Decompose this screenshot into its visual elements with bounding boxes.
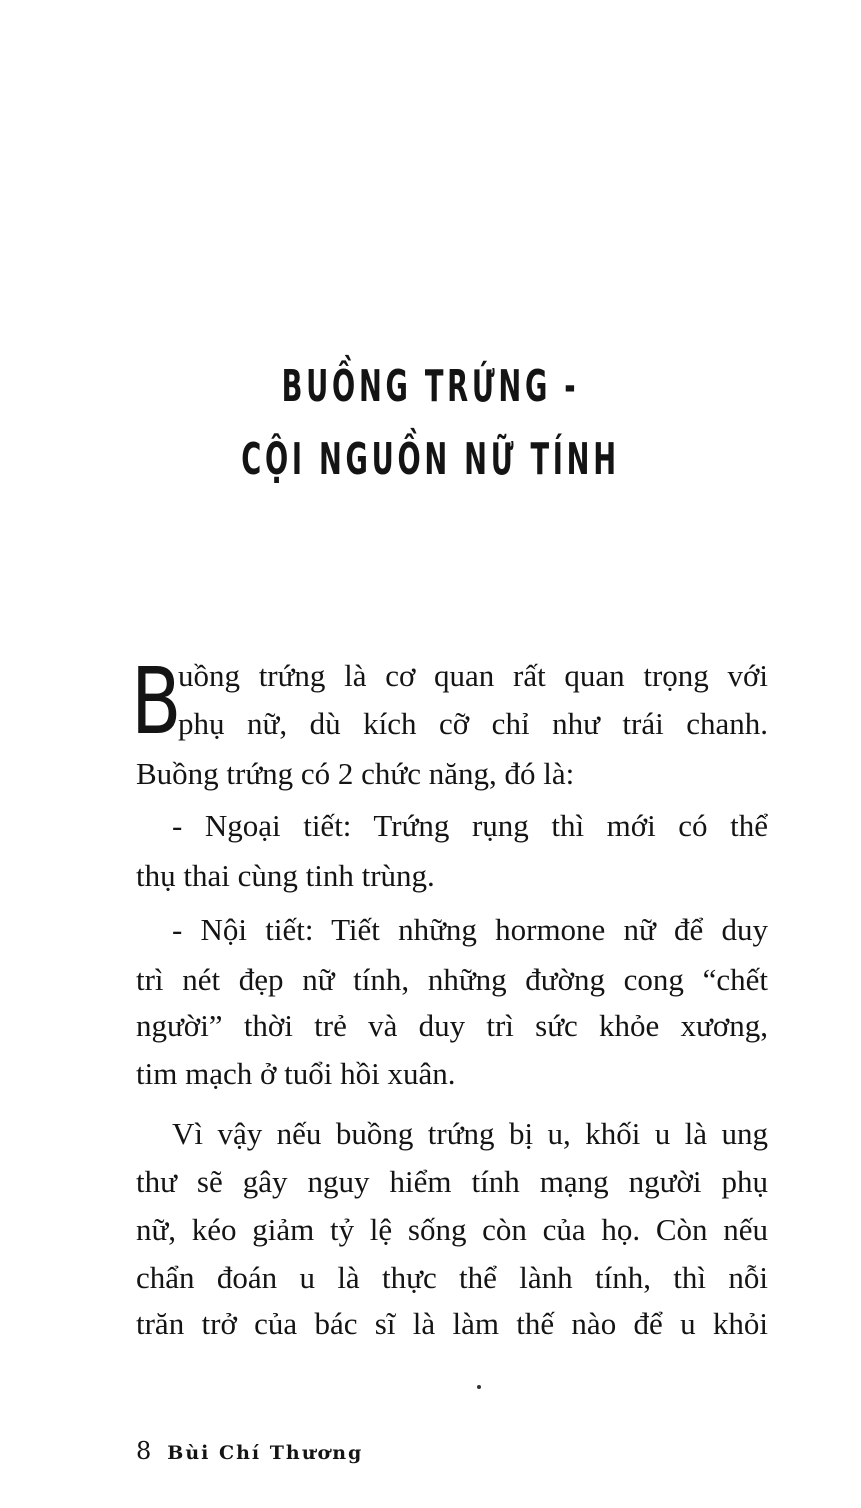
body-line: - Ngoại tiết: Trứng rụng thì mới có thể: [172, 808, 768, 843]
speck: [477, 1385, 481, 1389]
body-line: Vì vậy nếu buồng trứng bị u, khối u là ung: [172, 1116, 768, 1151]
body-line: tim mạch ở tuổi hồi xuân.: [136, 1056, 456, 1091]
author-name: Bùi Chí Thương: [167, 1442, 364, 1464]
page-number: 8: [136, 1437, 154, 1465]
body-line: trì nét đẹp nữ tính, những đường cong “chết: [136, 962, 768, 997]
drop-cap: B: [131, 648, 182, 755]
body-line: Buồng trứng có 2 chức năng, đó là:: [136, 756, 575, 791]
chapter-title-line-2: CỘI NGUỒN NỮ TÍNH: [241, 434, 620, 485]
page-footer: [136, 1437, 363, 1465]
body-line: trăn trở của bác sĩ là làm thế nào để u khỏi: [136, 1306, 768, 1341]
body-line: người” thời trẻ và duy trì sức khỏe xương,: [136, 1008, 768, 1043]
body-line: thư sẽ gây nguy hiểm tính mạng người phụ: [136, 1164, 768, 1199]
body-line: phụ nữ, dù kích cỡ chỉ như trái chanh.: [178, 706, 768, 741]
body-line: nữ, kéo giảm tỷ lệ sống còn của họ. Còn nếu: [136, 1212, 768, 1247]
body-line: - Nội tiết: Tiết những hormone nữ để duy: [172, 912, 768, 947]
body-line: thụ thai cùng tinh trùng.: [136, 858, 435, 893]
body-line: uồng trứng là cơ quan rất quan trọng với: [178, 658, 768, 693]
body-line: chẩn đoán u là thực thể lành tính, thì nỗi: [136, 1260, 768, 1295]
chapter-title-line-1: BUỒNG TRỨNG -: [281, 361, 580, 412]
